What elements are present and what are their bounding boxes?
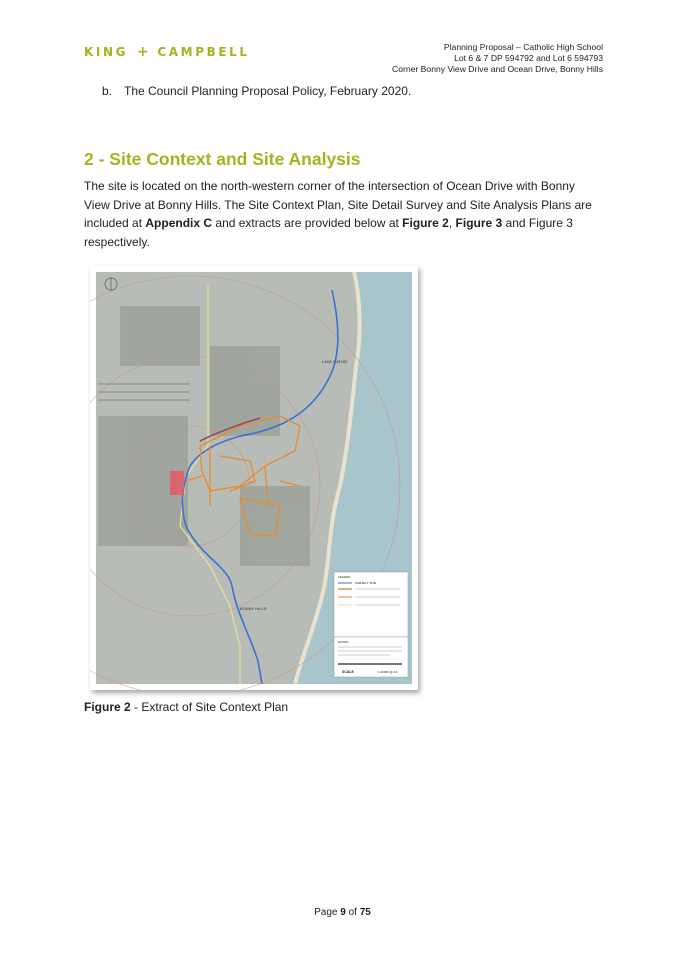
para-text-3: , [448,216,456,231]
appendix-reference: Appendix C [145,216,213,231]
page-footer [0,907,685,918]
para-text-2: and extracts are provided below at [212,216,403,231]
place-label-1: LAKE CATHIE [322,359,348,364]
page-total: 75 [359,907,371,918]
notes-title: NOTES [338,640,349,644]
map-notes-box [334,637,408,677]
header-address: Corner Bonny View Drive and Ocean Drive, Bonny Hills [392,64,603,74]
footer-prefix: Page [314,907,341,918]
header-lots: Lot 6 & 7 DP 594792 and Lot 6 594793 [454,53,603,63]
para-text-1: The site is located on the north-western corner of the intersection of Ocean Drive with Bonny View Drive at Bonny Hills. The Site Context Plan, Site Detail Survey and Site Analysis Plans are included at [84,179,592,231]
section-paragraph [84,177,604,251]
figure-2-reference: Figure 2 [402,216,449,231]
site-context-plan-figure [90,266,418,690]
list-item-text: The Council Planning Proposal Policy, February 2020. [124,84,412,98]
section-heading: 2 - Site Context and Site Analysis [84,149,361,169]
site-context-map [90,266,418,690]
legend-item-1: SUBJECT SITE [355,581,377,585]
place-label-2: BONNY HILLS [240,606,267,611]
caption-text: - Extract of Site Context Plan [130,700,289,714]
logo-word-campbell: CAMPBELL [157,45,250,59]
para-text-4: and Figure 3 respectively. [84,216,573,249]
figure-3-reference: Figure 3 [455,216,503,231]
map-legend [334,572,408,637]
page-number: 9 [340,907,346,918]
scale-label: SCALE [342,670,354,674]
footer-of: of [345,907,360,918]
list-item [102,84,411,98]
logo-word-king: KING [84,45,129,59]
company-logo [84,44,250,60]
legend-title: LEGEND [338,575,351,579]
figure-caption [84,700,288,714]
document-header [303,42,603,75]
caption-label: Figure 2 [84,700,131,714]
subject-site [170,471,184,495]
scale-value: 1:20000 @ A3 [378,670,398,674]
list-marker: b. [102,84,113,98]
logo-plus: + [136,44,149,60]
header-title: Planning Proposal – Catholic High School [443,42,603,52]
